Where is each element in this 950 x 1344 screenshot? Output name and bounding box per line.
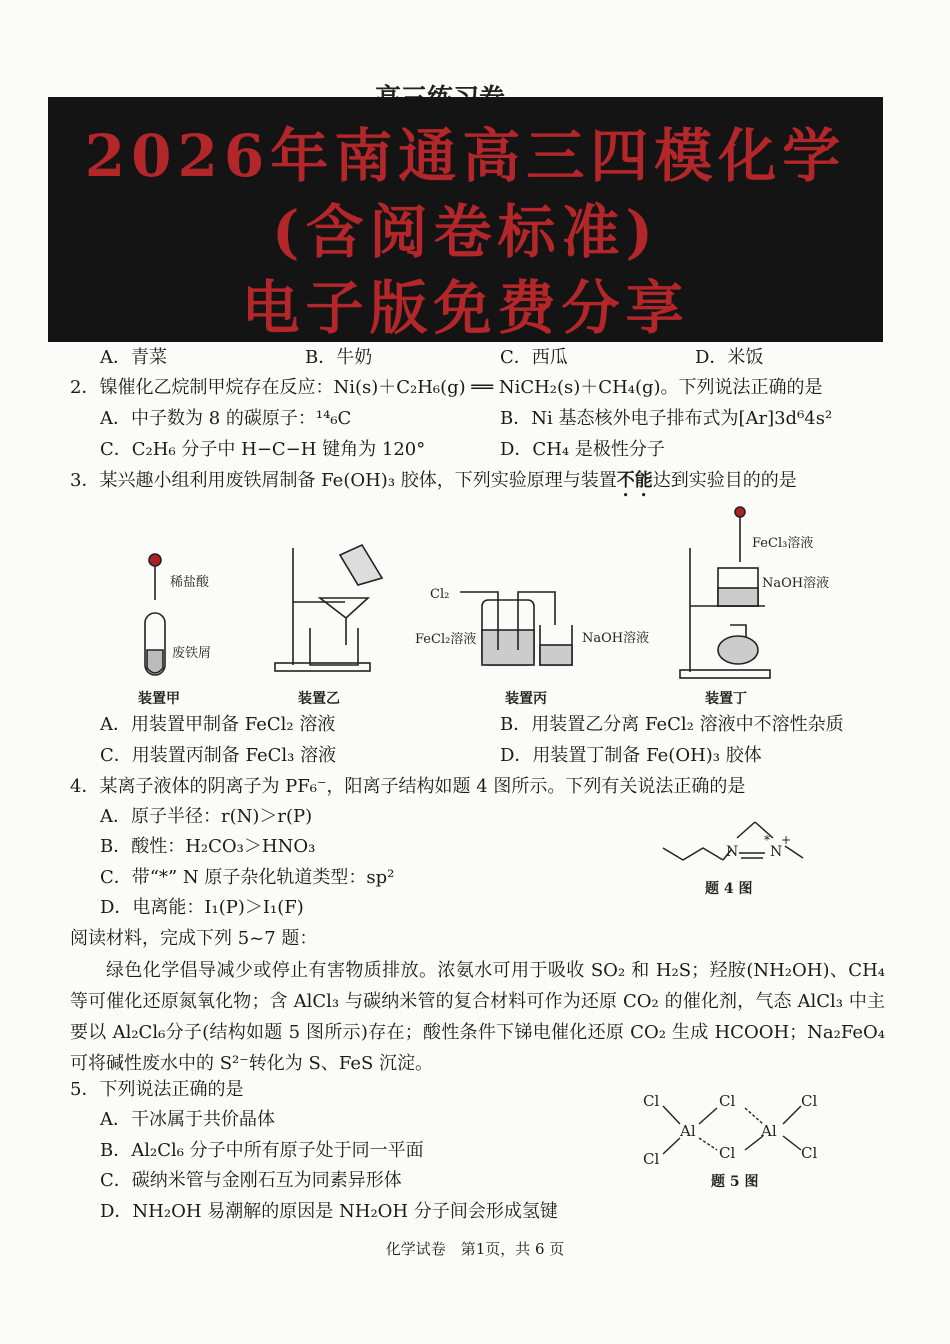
label-fecl2-solution: FeCl₂溶液	[415, 632, 477, 647]
q5-option-b: B．Al₂Cl₆ 分子中所有原子处于同一平面	[100, 1140, 424, 1161]
q2-option-a: A．中子数为 8 的碳原子：¹⁴₆C	[100, 408, 352, 429]
al-1: Al	[680, 1122, 696, 1140]
reading-intro: 阅读材料，完成下列 5~7 题：	[70, 928, 318, 949]
caption-apparatus-jia: 装置甲	[138, 691, 180, 707]
reading-passage	[70, 955, 885, 1079]
q4-option-d: D．电离能：I₁(P)＞I₁(F)	[100, 897, 304, 918]
apparatus-jia	[145, 554, 165, 675]
q4-figure-caption: 题 4 图	[705, 881, 753, 897]
plus-charge: +	[781, 833, 792, 847]
q4-cation-structure	[655, 808, 815, 903]
caption-apparatus-yi: 装置乙	[298, 691, 340, 707]
atom-n-1: N	[726, 844, 739, 860]
al-2: Al	[761, 1122, 777, 1140]
q5-option-d: D．NH₂OH 易潮解的原因是 NH₂OH 分子间会形成氢键	[100, 1201, 558, 1222]
apparatus-bing	[460, 592, 572, 665]
q3-option-b: B．用装置乙分离 FeCl₂ 溶液中不溶性杂质	[500, 714, 844, 735]
banner-line-3: 电子版免费分享	[241, 274, 690, 342]
banner-line-1: 2026年南通高三四模化学	[84, 122, 847, 190]
q5-figure-caption: 题 5 图	[711, 1174, 759, 1190]
q3-stem-post: 达到实验目的的是	[652, 470, 797, 491]
q4-option-a: A．原子半径：r(N)＞r(P)	[100, 806, 313, 827]
q4-option-b: B．酸性：H₂CO₃＞HNO₃	[100, 836, 316, 857]
cl-1: Cl	[643, 1092, 660, 1110]
label-dilute-hcl: 稀盐酸	[170, 575, 210, 590]
q1-option-d: D．米饭	[695, 347, 764, 368]
q2-stem: 2．镍催化乙烷制甲烷存在反应：Ni(s)＋C₂H₆(g) ══ NiCH₂(s)＋CH₄(g)。下列说法正确的是	[70, 377, 823, 398]
label-naoh-solution: NaOH溶液	[582, 631, 650, 646]
apparatus-ding	[680, 507, 770, 678]
q3-option-c: C．用装置丙制备 FeCl₃ 溶液	[100, 745, 337, 766]
label-fecl3-solution: FeCl₃溶液	[752, 536, 814, 551]
q3-option-a: A．用装置甲制备 FeCl₂ 溶液	[100, 714, 336, 735]
cl-6: Cl	[801, 1144, 818, 1162]
q3-stem-pre: 3．某兴趣小组利用废铁屑制备 Fe(OH)₃ 胶体，下列实验原理与装置	[70, 470, 617, 491]
q2-option-b: B．Ni 基态核外电子排布式为[Ar]3d⁶4s²	[500, 408, 833, 429]
q4-option-c: C．带“*” N 原子杂化轨道类型：sp²	[100, 867, 395, 888]
apparatus-yi	[275, 545, 382, 671]
q4-stem: 4．某离子液体的阴离子为 PF₆⁻，阳离子结构如题 4 图所示。下列有关说法正确的是	[70, 776, 746, 797]
caption-apparatus-ding: 装置丁	[705, 691, 747, 707]
q2-option-d: D．CH₄ 是极性分子	[500, 439, 665, 460]
q1-option-b: B．牛奶	[305, 347, 373, 368]
cl-5: Cl	[801, 1092, 818, 1110]
reading-text: 绿色化学倡导减少或停止有害物质排放。浓氨水可用于吸收 SO₂ 和 H₂S；羟胺(NH₂OH)、CH₄ 等可催化还原氮氧化物；含 AlCl₃ 与碳纳米管的复合材料可作为还原 CO₂ 的催化剂，气态 AlCl₃ 中主要以 Al₂Cl₆分子(结构如题 5 图所示)存在；酸性条件下锑电催化还原 CO₂ 生成 HCOOH；Na₂FeO₄ 可将碱性废水中的 S²⁻转化为 S、FeS 沉淀。	[70, 960, 885, 1074]
q1-option-c: C．西瓜	[500, 347, 568, 368]
q5-stem: 5．下列说法正确的是	[70, 1079, 244, 1100]
q1-option-a: A．青菜	[100, 347, 167, 368]
cl-3: Cl	[719, 1092, 736, 1110]
atom-n-2: N	[770, 844, 783, 860]
star-mark: *	[764, 833, 770, 847]
label-cl2: Cl₂	[430, 587, 450, 602]
q5-option-a: A．干冰属于共价晶体	[100, 1109, 275, 1130]
q5-al2cl6-structure	[635, 1088, 835, 1198]
q3-stem-emphasis: 不能	[616, 470, 653, 491]
page-footer: 化学试卷 第1页，共 6 页	[385, 1240, 565, 1258]
q3-stem	[70, 469, 797, 501]
label-naoh-solution-2: NaOH溶液	[762, 576, 830, 591]
watermark-banner	[48, 97, 883, 342]
caption-apparatus-bing: 装置丙	[505, 691, 547, 707]
label-scrap-iron: 废铁屑	[172, 646, 212, 661]
cl-4: Cl	[719, 1144, 736, 1162]
q3-apparatus-figure	[100, 500, 860, 710]
cl-2: Cl	[643, 1150, 660, 1168]
banner-line-2: (含阅卷标准)	[272, 198, 659, 266]
q5-option-c: C．碳纳米管与金刚石互为同素异形体	[100, 1170, 402, 1191]
q2-option-c: C．C₂H₆ 分子中 H−C−H 键角为 120°	[100, 439, 426, 460]
q3-option-d: D．用装置丁制备 Fe(OH)₃ 胶体	[500, 745, 762, 766]
